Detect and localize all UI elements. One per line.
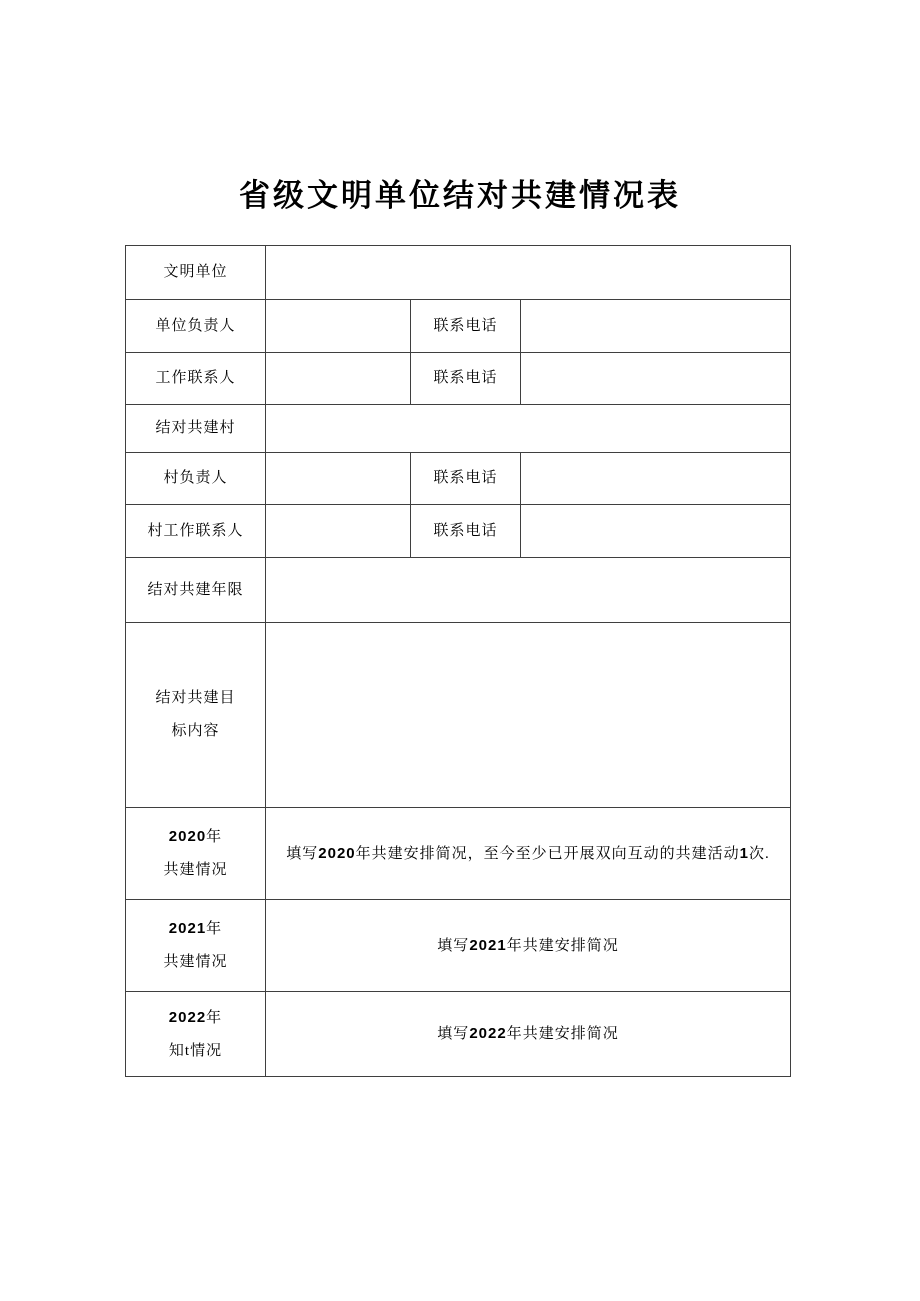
village-work-contact-field[interactable] [266, 505, 411, 558]
pairing-years-label: 结对共建年限 [126, 558, 266, 623]
status-2022-label-line2: 知t情况 [168, 1042, 223, 1059]
pairing-goals-label-line1: 结对共建目 [155, 690, 236, 706]
pairing-form-table [125, 245, 791, 1077]
unit-head-label: 单位负责人 [126, 300, 266, 353]
unit-head-field[interactable] [266, 300, 411, 353]
row-village-head [126, 453, 791, 505]
paired-village-label: 结对共建村 [126, 405, 266, 453]
work-contact-label: 工作联系人 [126, 353, 266, 405]
page-title: 省级文明单位结对共建情况表 [239, 178, 681, 213]
row-work-contact [126, 353, 791, 405]
village-work-contact-phone-label: 联系电话 [411, 505, 521, 558]
row-pairing-years [126, 558, 791, 623]
status-2021-content: 填写2021年共建安排简况 [266, 900, 791, 992]
village-head-label: 村负责人 [126, 453, 266, 505]
row-2021-status [126, 900, 791, 992]
row-2020-status [126, 808, 791, 900]
status-2022-label-line1: 2022年 [168, 1008, 223, 1026]
row-2022-status [126, 992, 791, 1077]
row-village-work-contact [126, 505, 791, 558]
village-head-phone-label: 联系电话 [411, 453, 521, 505]
civilized-unit-label: 文明单位 [126, 246, 266, 300]
village-head-phone-field[interactable] [521, 453, 791, 505]
village-work-contact-label: 村工作联系人 [126, 505, 266, 558]
status-2020-label-line1: 2020年 [168, 828, 223, 845]
work-contact-field[interactable] [266, 353, 411, 405]
pairing-goals-field[interactable] [266, 623, 791, 808]
status-2020-label [126, 808, 266, 900]
status-2021-label [126, 900, 266, 992]
status-2022-label [126, 992, 266, 1077]
row-unit-head [126, 300, 791, 353]
row-pairing-goals [126, 623, 791, 808]
unit-head-phone-label: 联系电话 [411, 300, 521, 353]
unit-head-phone-field[interactable] [521, 300, 791, 353]
status-2022-content: 填写2022年共建安排简况 [266, 992, 791, 1077]
work-contact-phone-label: 联系电话 [411, 353, 521, 405]
village-work-contact-phone-field[interactable] [521, 505, 791, 558]
civilized-unit-field[interactable] [266, 246, 791, 300]
row-civilized-unit [126, 246, 791, 300]
village-head-field[interactable] [266, 453, 411, 505]
work-contact-phone-field[interactable] [521, 353, 791, 405]
status-2020-content: 填写2020年共建安排简况，至今至少已开展双向互动的共建活动1次. [266, 808, 791, 900]
pairing-goals-label [126, 623, 266, 808]
row-paired-village [126, 405, 791, 453]
pairing-years-field[interactable] [266, 558, 791, 623]
paired-village-field[interactable] [266, 405, 791, 453]
pairing-goals-label-line2: 标内容 [171, 723, 220, 739]
status-2020-label-line2: 共建情况 [163, 862, 228, 878]
status-2021-label-line2: 共建情况 [163, 954, 228, 970]
status-2021-label-line1: 2021年 [168, 920, 223, 937]
